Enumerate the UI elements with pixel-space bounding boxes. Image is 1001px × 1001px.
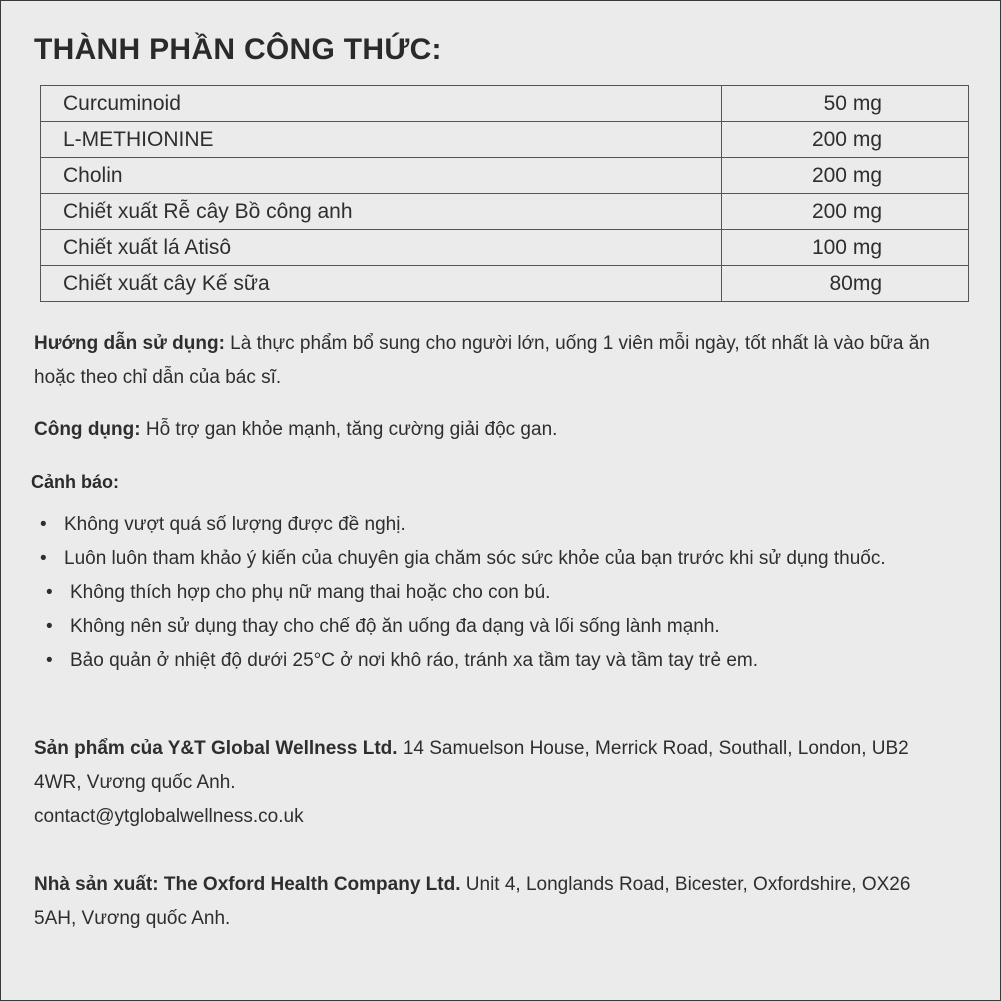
ingredients-table bbox=[40, 85, 969, 302]
company-paragraph bbox=[34, 732, 954, 834]
table-row bbox=[41, 194, 969, 230]
warning-text: Bảo quản ở nhiệt độ dưới 25°C ở nơi khô ráo, tránh xa tầm tay và tầm tay trẻ em. bbox=[70, 650, 758, 671]
bullet-icon: • bbox=[46, 650, 53, 671]
list-item bbox=[36, 508, 966, 542]
company-address: 14 Samuelson House, Merrick Road, Southall, London, UB2 4WR, Vương quốc Anh. bbox=[34, 738, 909, 793]
ingredient-name: Chiết xuất lá Atisô bbox=[41, 230, 722, 266]
manufacturer-paragraph bbox=[34, 868, 934, 936]
ingredient-name: L-METHIONINE bbox=[41, 122, 722, 158]
benefit-label: Công dụng: bbox=[34, 419, 141, 440]
warnings-list bbox=[36, 508, 966, 678]
usage-label: Hướng dẫn sử dụng: bbox=[34, 333, 225, 354]
usage-paragraph bbox=[34, 327, 974, 395]
warning-text: Không vượt quá số lượng được đề nghị. bbox=[64, 514, 406, 535]
benefit-paragraph bbox=[34, 413, 974, 447]
company-email: contact@ytglobalwellness.co.uk bbox=[34, 806, 304, 827]
list-item bbox=[36, 576, 966, 610]
ingredient-amount: 200 mg bbox=[722, 158, 969, 194]
list-item bbox=[36, 644, 966, 678]
usage-text: Là thực phẩm bổ sung cho người lớn, uống 1 viên mỗi ngày, tốt nhất là vào bữa ăn hoặc theo chỉ dẫn của bác sĩ. bbox=[34, 333, 930, 388]
bullet-icon: • bbox=[40, 514, 47, 535]
table-row bbox=[41, 230, 969, 266]
warning-text: Không thích hợp cho phụ nữ mang thai hoặc cho con bú. bbox=[70, 582, 551, 603]
manufacturer-label: Nhà sản xuất: The Oxford Health Company Ltd. bbox=[34, 874, 461, 895]
ingredient-amount: 200 mg bbox=[722, 122, 969, 158]
list-item bbox=[36, 542, 966, 576]
table-row bbox=[41, 158, 969, 194]
bullet-icon: • bbox=[46, 582, 53, 603]
ingredient-name: Curcuminoid bbox=[41, 86, 722, 122]
company-label: Sản phẩm của Y&T Global Wellness Ltd. bbox=[34, 738, 398, 759]
table-row bbox=[41, 86, 969, 122]
ingredient-amount: 80mg bbox=[722, 266, 969, 302]
benefit-text: Hỗ trợ gan khỏe mạnh, tăng cường giải độc gan. bbox=[140, 419, 558, 440]
manufacturer-address: Unit 4, Longlands Road, Bicester, Oxfordshire, OX26 5AH, Vương quốc Anh. bbox=[34, 874, 911, 929]
ingredient-name: Cholin bbox=[41, 158, 722, 194]
ingredient-amount: 200 mg bbox=[722, 194, 969, 230]
table-row bbox=[41, 266, 969, 302]
warning-text: Luôn luôn tham khảo ý kiến của chuyên gia chăm sóc sức khỏe của bạn trước khi sử dụng thuốc. bbox=[64, 548, 886, 569]
page-title: THÀNH PHẦN CÔNG THỨC: bbox=[34, 33, 442, 66]
ingredient-amount: 100 mg bbox=[722, 230, 969, 266]
bullet-icon: • bbox=[40, 548, 47, 569]
table-row bbox=[41, 122, 969, 158]
ingredient-name: Chiết xuất cây Kế sữa bbox=[41, 266, 722, 302]
ingredient-amount: 50 mg bbox=[722, 86, 969, 122]
list-item bbox=[36, 610, 966, 644]
warning-text: Không nên sử dụng thay cho chế độ ăn uống đa dạng và lối sống lành mạnh. bbox=[70, 616, 720, 637]
bullet-icon: • bbox=[46, 616, 53, 637]
ingredient-name: Chiết xuất Rễ cây Bồ công anh bbox=[41, 194, 722, 230]
warnings-heading: Cảnh báo: bbox=[31, 472, 119, 492]
